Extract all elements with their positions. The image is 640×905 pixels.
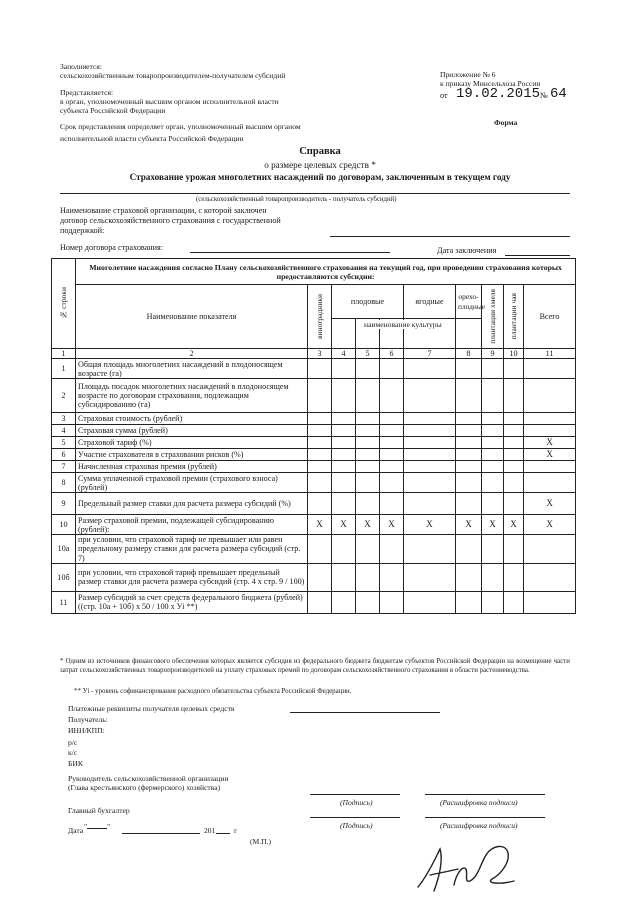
value-cell[interactable] [482,493,504,515]
filled-value: сельскохозяйственным товаропроизводителем-получателем субсидий [60,71,286,80]
value-cell[interactable] [482,449,504,461]
requisites-title: Платежные реквизиты получателя целевых средств [68,704,235,713]
tea-header: плантации чая [504,285,524,349]
value-cell[interactable] [482,535,504,564]
submitted-label: Представляется: [60,88,114,97]
value-cell[interactable] [332,379,356,413]
value-cell[interactable] [456,591,482,613]
value-cell[interactable] [356,379,380,413]
value-cell[interactable] [524,473,576,493]
row-indicator: Сумма уплаченной страховой премии (страхового взноса) (рублей) [76,473,308,493]
value-cell: X [308,515,332,535]
value-cell[interactable] [404,413,456,425]
value-cell[interactable] [356,449,380,461]
order-date: 19.02.2015 [456,86,541,102]
row-number: 9 [52,493,76,515]
head-transcript-caption: (Расшифровка подписи) [440,798,518,807]
value-cell[interactable] [332,473,356,493]
fruit-header: плодовые [332,285,404,319]
row-number: 2 [52,379,76,413]
order-label: к приказу Минсельхоза России [440,79,541,88]
table-main-header: Многолетние насаждения согласно Плану сельскохозяйственного страхования на текущий год, при проведении страхования которых предоставляются субсидии: [76,259,576,285]
value-cell[interactable] [504,563,524,591]
form-label: Форма [494,118,518,127]
table-row [52,359,576,379]
row-number: 8 [52,473,76,493]
row-indicator: при условии, что страховой тариф не превышает или равен предельному размеру ставки для расчета размера субсидий (стр. 7) [76,535,308,564]
value-cell[interactable] [456,425,482,437]
indicator-header: Наименование показателя [76,285,308,349]
value-cell[interactable] [504,359,524,379]
row-indicator: Размер страховой премии, подлежащей субсидированию (рублей): [76,515,308,535]
handwritten-signature-icon [410,835,530,900]
value-cell: X [380,515,404,535]
value-cell[interactable] [456,461,482,473]
table-row [52,437,576,449]
contract-number-field[interactable] [190,252,390,253]
table-row [52,379,576,413]
row-number-header: № строки [52,259,76,349]
producer-line[interactable] [60,193,570,194]
date-year-field[interactable] [216,833,230,834]
value-cell[interactable] [356,473,380,493]
head-signature-field[interactable] [310,794,400,795]
value-cell[interactable] [380,591,404,613]
value-cell: X [356,515,380,535]
value-cell[interactable] [504,535,524,564]
row-indicator: Общая площадь многолетних насаждений в плодоносящем возрасте (га) [76,359,308,379]
value-cell[interactable] [332,437,356,449]
table-row [52,449,576,461]
value-cell[interactable] [356,413,380,425]
value-cell: X [456,515,482,535]
value-cell[interactable] [524,535,576,564]
value-cell[interactable] [456,535,482,564]
footnote-2: ** Уi - уровень софинансирования расходного обязательства субъекта Российской Федерации. [74,688,352,695]
value-cell[interactable] [308,449,332,461]
value-cell[interactable] [380,563,404,591]
value-cell[interactable] [504,379,524,413]
value-cell[interactable] [524,591,576,613]
value-cell[interactable] [332,591,356,613]
row-number: 10а [52,535,76,564]
value-cell[interactable] [404,591,456,613]
submitted-value-2: субъекта Российской Федерации [60,106,166,115]
value-cell[interactable] [380,359,404,379]
value-cell: X [524,437,576,449]
accountant-signature-caption: (Подпись) [340,821,373,830]
date-month-field[interactable] [122,833,200,834]
row-indicator: Страховая сумма (рублей) [76,425,308,437]
date-year: 201 [204,826,216,835]
table-row [52,473,576,493]
value-cell[interactable] [482,413,504,425]
row-indicator: Участие страхователя в страховании рисков (%) [76,449,308,461]
value-cell[interactable] [332,493,356,515]
value-cell[interactable] [482,437,504,449]
row-number: 3 [52,413,76,425]
hop-header: плантации хмеля [482,285,504,349]
value-cell[interactable] [380,413,404,425]
value-cell[interactable] [482,473,504,493]
value-cell: X [524,515,576,535]
value-cell[interactable] [504,413,524,425]
value-cell[interactable] [524,461,576,473]
value-cell: X [524,449,576,461]
value-cell[interactable] [356,563,380,591]
row-number: 6 [52,449,76,461]
row-number: 7 [52,461,76,473]
value-cell[interactable] [332,461,356,473]
nut-header: орехо-плодные [456,285,482,319]
value-cell[interactable] [332,359,356,379]
footnote-1: * Одним из источников финансового обеспечения которых является субсидия из федерального бюджета бюджетам субъектов Российской Федерации на возмещение части затрат сельскохозяйственных товаропроизводителей на уплату страховых премий по договорам сельскохозяйственного страхования в области растениеводства. [60,658,570,674]
value-cell[interactable] [524,359,576,379]
value-cell[interactable] [482,379,504,413]
value-cell[interactable] [332,413,356,425]
value-cell[interactable] [482,461,504,473]
appendix-label: Приложение № 6 [440,70,496,79]
value-cell[interactable] [456,473,482,493]
value-cell[interactable] [332,563,356,591]
value-cell[interactable] [504,473,524,493]
value-cell[interactable] [524,413,576,425]
value-cell[interactable] [504,437,524,449]
value-cell: X [404,515,456,535]
value-cell[interactable] [356,359,380,379]
doc-title: Справка [299,146,341,157]
value-cell[interactable] [380,437,404,449]
value-cell[interactable] [356,493,380,515]
head-signature-caption: (Подпись) [340,798,373,807]
data-table [51,258,576,614]
value-cell[interactable] [380,379,404,413]
value-cell[interactable] [524,563,576,591]
order-number-label: № [540,91,548,100]
requisites-bik: БИК [68,759,83,768]
table-row [52,535,576,564]
date-label: Дата [68,826,84,835]
value-cell[interactable] [404,425,456,437]
value-cell[interactable] [380,493,404,515]
value-cell[interactable] [504,493,524,515]
value-cell[interactable] [456,493,482,515]
value-cell[interactable] [504,449,524,461]
vineyards-header: виноградники [308,285,332,349]
value-cell[interactable] [380,473,404,493]
value-cell[interactable] [308,413,332,425]
value-cell[interactable] [332,425,356,437]
value-cell[interactable] [482,563,504,591]
column-number-row: 1 2 3 4 5 6 7 8 9 10 11 [52,349,576,359]
value-cell[interactable] [504,461,524,473]
row-indicator: Страховая стоимость (рублей) [76,413,308,425]
value-cell[interactable] [456,563,482,591]
value-cell[interactable] [404,461,456,473]
row-indicator: Предельный размер ставки для расчета размера субсидий (%) [76,493,308,515]
row-number: 1 [52,359,76,379]
doc-subtitle: о размере целевых средств * [264,160,376,170]
value-cell[interactable] [404,563,456,591]
row-indicator: Площадь посадок многолетних насаждений в плодоносящем возрасте по договорам страхования, подлежащим субсидированию (га) [76,379,308,413]
table-row [52,515,576,535]
value-cell[interactable] [308,425,332,437]
row-indicator: Размер субсидий за счет средств федерального бюджета (рублей) ((стр. 10а + 10б) х 50 / 100 х Уi **) [76,591,308,613]
value-cell[interactable] [308,535,332,564]
head-transcript-field[interactable] [425,794,545,795]
value-cell[interactable] [404,379,456,413]
value-cell[interactable] [404,493,456,515]
value-cell: X [482,515,504,535]
accountant-transcript-caption: (Расшифровка подписи) [440,821,518,830]
value-cell[interactable] [356,425,380,437]
berry-header: ягодные [404,285,456,319]
value-cell[interactable] [404,535,456,564]
row-number: 10 [52,515,76,535]
value-cell[interactable] [308,591,332,613]
value-cell[interactable] [356,535,380,564]
requisites-rs: р/с [68,738,78,747]
value-cell[interactable] [504,425,524,437]
value-cell[interactable] [308,473,332,493]
table-row [52,591,576,613]
contract-date-field[interactable] [505,255,570,256]
order-number: 64 [550,86,567,102]
value-cell[interactable] [524,425,576,437]
value-cell[interactable] [380,449,404,461]
value-cell[interactable] [308,493,332,515]
value-cell[interactable] [308,359,332,379]
order-from-label: от [440,91,448,100]
value-cell[interactable] [456,413,482,425]
value-cell[interactable] [380,461,404,473]
row-indicator: Начисленная страховая премия (рублей) [76,461,308,473]
value-cell[interactable] [356,437,380,449]
doc-title-bold: Страхование урожая многолетних насаждений по договорам, заключенным в текущем году [129,172,511,182]
table-row [52,493,576,515]
value-cell[interactable] [332,535,356,564]
value-cell[interactable] [380,535,404,564]
crop-names-label: наименование культуры [364,320,442,329]
value-cell[interactable] [482,425,504,437]
value-cell[interactable] [456,379,482,413]
date-year-suffix: г [234,826,238,835]
row-indicator: Страховой тариф (%) [76,437,308,449]
insurer-line-2: договор сельскохозяйственного страхования с государственной [60,216,281,225]
requisites-recipient: Получатель: [68,715,108,724]
value-cell[interactable] [404,359,456,379]
requisites-ks: к/с [68,748,78,757]
head-label-2: (Глава крестьянского (фермерского) хозяйства) [68,783,221,792]
table-row [52,461,576,473]
contract-number-label: Номер договора страхования: [60,243,164,252]
value-cell[interactable] [404,473,456,493]
value-cell[interactable] [308,461,332,473]
filled-label: Заполняется: [60,62,102,71]
crop-cell[interactable] [332,319,356,349]
stamp-label: (М.П.) [250,837,272,846]
value-cell[interactable] [524,379,576,413]
row-number: 5 [52,437,76,449]
deadline-line-1: Срок представления определяет орган, уполномоченный высшим органом [60,122,301,131]
table-row [52,413,576,425]
row-number: 4 [52,425,76,437]
value-cell: X [504,515,524,535]
table-row [52,425,576,437]
crop-cell[interactable] [456,319,482,349]
value-cell[interactable] [404,449,456,461]
requisites-field[interactable] [290,712,440,713]
value-cell[interactable] [308,563,332,591]
value-cell[interactable] [356,591,380,613]
value-cell[interactable] [404,437,456,449]
value-cell[interactable] [308,379,332,413]
requisites-inn: ИНН/КПП: [68,726,105,735]
total-header: Всего [524,285,576,349]
row-number: 10б [52,563,76,591]
value-cell[interactable] [356,461,380,473]
insurer-field[interactable] [330,236,570,237]
value-cell[interactable] [504,591,524,613]
value-cell: X [332,515,356,535]
value-cell[interactable] [456,359,482,379]
row-indicator: при условии, что страховой тариф превышает предельный размер ставки для расчета размера субсидий (стр. 4 х стр. 9 / 100) [76,563,308,591]
value-cell[interactable] [308,437,332,449]
producer-caption: (сельскохозяйственный товаропроизводитель - получатель субсидий) [196,196,397,203]
accountant-label: Главный бухгалтер [68,806,130,815]
value-cell: X [524,493,576,515]
contract-date-label: Дата заключения [437,246,497,255]
value-cell[interactable] [482,591,504,613]
accountant-signature-field[interactable] [310,817,400,818]
submitted-value-1: в орган, уполномоченный высшим органом исполнительной власти [60,97,279,106]
date-day-field[interactable]: " " [84,822,111,831]
accountant-transcript-field[interactable] [425,817,545,818]
row-number: 11 [52,591,76,613]
insurer-line-1: Наименование страховой организации, с которой заключен [60,206,267,215]
value-cell[interactable] [456,437,482,449]
value-cell[interactable] [332,449,356,461]
insurer-line-3: поддержкой: [60,226,105,235]
head-label-1: Руководитель сельскохозяйственной организации [68,774,229,783]
table-row [52,563,576,591]
value-cell[interactable] [456,449,482,461]
value-cell[interactable] [482,359,504,379]
value-cell[interactable] [380,425,404,437]
deadline-line-2: исполнительной власти субъекта Российской Федерации [60,134,244,143]
